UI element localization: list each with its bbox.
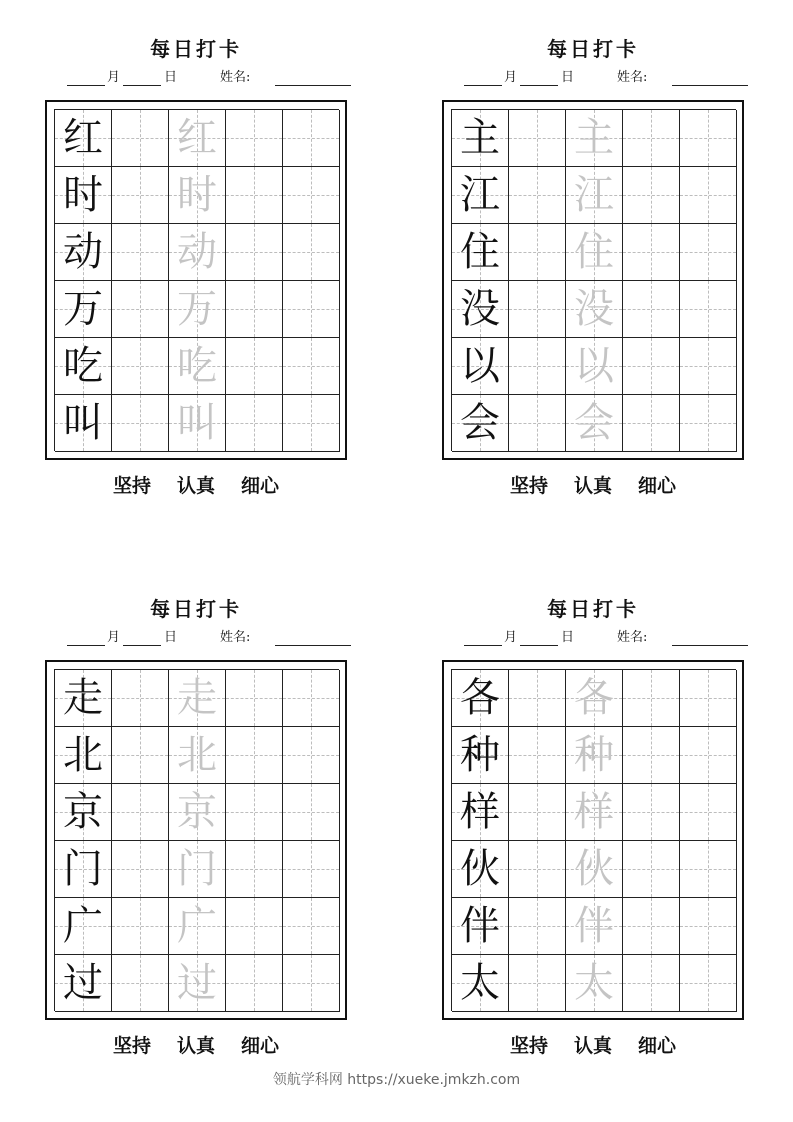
practice-card — [45, 36, 365, 506]
motto — [45, 474, 347, 498]
grid-cell[interactable] — [509, 281, 566, 338]
grid-cell[interactable] — [226, 727, 283, 784]
grid-cell[interactable] — [509, 841, 566, 898]
model-character: 没 — [460, 286, 500, 332]
model-character: 会 — [460, 400, 500, 446]
practice-frame — [45, 100, 347, 460]
month-blank[interactable] — [67, 85, 105, 86]
name-blank[interactable] — [672, 85, 748, 86]
grid-cell[interactable] — [283, 784, 340, 841]
footer-watermark: 领航学科网 https://xueke.jmkzh.com — [272, 1072, 521, 1088]
motto-word: 细心 — [241, 475, 280, 497]
name-blank[interactable] — [275, 645, 351, 646]
grid-cell[interactable] — [226, 338, 283, 395]
grid-cell[interactable] — [169, 898, 226, 955]
grid-cell[interactable] — [112, 224, 169, 281]
model-character: 走 — [63, 675, 103, 721]
grid-cell[interactable] — [55, 224, 112, 281]
grid-cell[interactable] — [55, 395, 112, 452]
motto — [442, 1034, 744, 1058]
motto-word: 细心 — [241, 1035, 280, 1057]
grid-cell[interactable] — [680, 167, 737, 224]
grid-cell[interactable] — [112, 395, 169, 452]
trace-character: 没 — [574, 286, 614, 332]
month-label: 月 — [504, 70, 518, 85]
trace-character: 种 — [574, 732, 614, 778]
grid-cell[interactable] — [169, 110, 226, 167]
model-character: 红 — [63, 115, 103, 161]
grid-cell[interactable] — [452, 898, 509, 955]
grid-cell[interactable] — [680, 784, 737, 841]
card-title: 每日打卡 — [547, 37, 639, 61]
trace-character: 叫 — [177, 400, 217, 446]
name-blank[interactable] — [275, 85, 351, 86]
grid-cell[interactable] — [509, 338, 566, 395]
trace-character: 以 — [574, 343, 614, 389]
model-character: 主 — [460, 115, 500, 161]
model-character: 广 — [63, 903, 103, 949]
grid-cell[interactable] — [226, 395, 283, 452]
day-label: 日 — [164, 630, 178, 645]
grid-cell[interactable] — [112, 167, 169, 224]
grid-cell[interactable] — [509, 898, 566, 955]
month-blank[interactable] — [67, 645, 105, 646]
grid-cell[interactable] — [283, 281, 340, 338]
model-character: 过 — [63, 960, 103, 1006]
grid-cell[interactable] — [566, 955, 623, 1012]
month-label: 月 — [107, 70, 121, 85]
grid-cell[interactable] — [566, 224, 623, 281]
tianzige-grid — [54, 669, 339, 1011]
model-character: 伴 — [460, 903, 500, 949]
grid-cell[interactable] — [169, 784, 226, 841]
model-character: 京 — [63, 789, 103, 835]
date-name-line — [462, 628, 752, 648]
grid-cell[interactable] — [112, 898, 169, 955]
grid-cell[interactable] — [623, 338, 680, 395]
grid-cell[interactable] — [623, 727, 680, 784]
grid-cell[interactable] — [680, 670, 737, 727]
trace-character: 会 — [574, 400, 614, 446]
motto-word: 坚持 — [509, 1035, 548, 1057]
grid-cell[interactable] — [623, 841, 680, 898]
grid-cell[interactable] — [283, 224, 340, 281]
date-name-line — [65, 628, 355, 648]
model-character: 时 — [63, 172, 103, 218]
grid-cell[interactable] — [283, 670, 340, 727]
grid-cell[interactable] — [452, 110, 509, 167]
grid-cell[interactable] — [623, 955, 680, 1012]
grid-cell[interactable] — [112, 955, 169, 1012]
trace-character: 吃 — [177, 343, 217, 389]
trace-character: 各 — [574, 675, 614, 721]
model-character: 吃 — [63, 343, 103, 389]
grid-cell[interactable] — [55, 338, 112, 395]
motto — [442, 474, 744, 498]
trace-character: 过 — [177, 960, 217, 1006]
month-label: 月 — [504, 630, 518, 645]
trace-character: 北 — [177, 732, 217, 778]
grid-cell[interactable] — [283, 338, 340, 395]
grid-cell[interactable] — [226, 670, 283, 727]
grid-cell[interactable] — [452, 955, 509, 1012]
trace-character: 京 — [177, 789, 217, 835]
grid-cell[interactable] — [566, 727, 623, 784]
model-character: 江 — [460, 172, 500, 218]
motto-word: 认真 — [573, 1035, 612, 1057]
grid-cell[interactable] — [623, 395, 680, 452]
grid-cell[interactable] — [452, 281, 509, 338]
grid-cell[interactable] — [623, 281, 680, 338]
grid-cell[interactable] — [283, 955, 340, 1012]
grid-cell[interactable] — [566, 784, 623, 841]
grid-cell[interactable] — [226, 281, 283, 338]
date-name-line — [65, 68, 355, 88]
practice-card — [442, 596, 762, 1066]
model-character: 太 — [460, 960, 500, 1006]
card-title: 每日打卡 — [150, 37, 242, 61]
model-character: 伙 — [460, 846, 500, 892]
grid-cell[interactable] — [169, 841, 226, 898]
grid-cell[interactable] — [509, 110, 566, 167]
day-blank[interactable] — [123, 645, 161, 646]
grid-cell[interactable] — [55, 841, 112, 898]
trace-character: 广 — [177, 903, 217, 949]
grid-cell[interactable] — [680, 395, 737, 452]
grid-cell[interactable] — [112, 841, 169, 898]
grid-cell[interactable] — [452, 224, 509, 281]
grid-cell[interactable] — [112, 784, 169, 841]
grid-cell[interactable] — [169, 281, 226, 338]
grid-cell[interactable] — [55, 281, 112, 338]
model-character: 北 — [63, 732, 103, 778]
grid-cell[interactable] — [283, 167, 340, 224]
grid-cell[interactable] — [112, 338, 169, 395]
model-character: 万 — [63, 286, 103, 332]
grid-cell[interactable] — [55, 784, 112, 841]
grid-cell[interactable] — [680, 338, 737, 395]
grid-cell[interactable] — [566, 338, 623, 395]
grid-cell[interactable] — [55, 898, 112, 955]
motto-word: 细心 — [638, 475, 677, 497]
grid-cell[interactable] — [623, 898, 680, 955]
name-label: 姓名: — [220, 630, 251, 645]
grid-cell[interactable] — [226, 167, 283, 224]
grid-cell[interactable] — [452, 167, 509, 224]
trace-character: 样 — [574, 789, 614, 835]
trace-character: 动 — [177, 229, 217, 275]
practice-frame — [45, 660, 347, 1020]
grid-cell[interactable] — [623, 167, 680, 224]
tianzige-grid — [451, 109, 736, 451]
trace-character: 江 — [574, 172, 614, 218]
model-character: 住 — [460, 229, 500, 275]
day-blank[interactable] — [123, 85, 161, 86]
grid-cell[interactable] — [623, 110, 680, 167]
day-label: 日 — [561, 630, 575, 645]
trace-character: 红 — [177, 115, 217, 161]
day-label: 日 — [164, 70, 178, 85]
practice-card — [442, 36, 762, 506]
grid-cell[interactable] — [566, 167, 623, 224]
grid-cell[interactable] — [283, 727, 340, 784]
grid-cell[interactable] — [112, 670, 169, 727]
grid-cell[interactable] — [680, 110, 737, 167]
grid-cell[interactable] — [509, 784, 566, 841]
model-character: 种 — [460, 732, 500, 778]
card-title: 每日打卡 — [150, 597, 242, 621]
trace-character: 走 — [177, 675, 217, 721]
grid-cell[interactable] — [680, 898, 737, 955]
grid-cell[interactable] — [509, 670, 566, 727]
name-label: 姓名: — [220, 70, 251, 85]
grid-cell[interactable] — [452, 395, 509, 452]
grid-cell[interactable] — [226, 898, 283, 955]
grid-cell[interactable] — [623, 224, 680, 281]
trace-character: 伴 — [574, 903, 614, 949]
model-character: 样 — [460, 789, 500, 835]
grid-cell[interactable] — [452, 338, 509, 395]
grid-cell[interactable] — [283, 841, 340, 898]
grid-cell[interactable] — [169, 727, 226, 784]
grid-cell[interactable] — [112, 727, 169, 784]
motto-word: 认真 — [176, 475, 215, 497]
grid-cell[interactable] — [283, 395, 340, 452]
grid-cell[interactable] — [452, 670, 509, 727]
grid-cell[interactable] — [509, 167, 566, 224]
grid-cell[interactable] — [680, 841, 737, 898]
motto-word: 细心 — [638, 1035, 677, 1057]
trace-character: 万 — [177, 286, 217, 332]
grid-cell[interactable] — [55, 955, 112, 1012]
model-character: 动 — [63, 229, 103, 275]
grid-cell[interactable] — [169, 224, 226, 281]
motto — [45, 1034, 347, 1058]
date-name-line — [462, 68, 752, 88]
grid-cell[interactable] — [55, 167, 112, 224]
day-label: 日 — [561, 70, 575, 85]
grid-cell[interactable] — [226, 955, 283, 1012]
tianzige-grid — [54, 109, 339, 451]
name-label: 姓名: — [617, 630, 648, 645]
grid-cell[interactable] — [226, 841, 283, 898]
grid-cell[interactable] — [226, 224, 283, 281]
grid-cell[interactable] — [566, 110, 623, 167]
trace-character: 主 — [574, 115, 614, 161]
grid-cell[interactable] — [509, 955, 566, 1012]
grid-cell[interactable] — [55, 110, 112, 167]
grid-cell[interactable] — [566, 898, 623, 955]
model-character: 门 — [63, 846, 103, 892]
motto-word: 坚持 — [112, 475, 151, 497]
grid-cell[interactable] — [112, 110, 169, 167]
grid-cell[interactable] — [680, 727, 737, 784]
grid-cell[interactable] — [169, 395, 226, 452]
grid-cell[interactable] — [623, 670, 680, 727]
name-label: 姓名: — [617, 70, 648, 85]
grid-cell[interactable] — [169, 955, 226, 1012]
grid-cell[interactable] — [169, 670, 226, 727]
trace-character: 住 — [574, 229, 614, 275]
grid-cell[interactable] — [226, 110, 283, 167]
grid-cell[interactable] — [509, 727, 566, 784]
grid-cell[interactable] — [680, 224, 737, 281]
grid-cell[interactable] — [452, 727, 509, 784]
day-blank[interactable] — [520, 85, 558, 86]
model-character: 以 — [460, 343, 500, 389]
grid-cell[interactable] — [169, 167, 226, 224]
grid-cell[interactable] — [112, 281, 169, 338]
practice-card — [45, 596, 365, 1066]
motto-word: 坚持 — [509, 475, 548, 497]
grid-cell[interactable] — [509, 395, 566, 452]
grid-cell[interactable] — [452, 841, 509, 898]
grid-cell[interactable] — [623, 784, 680, 841]
grid-cell[interactable] — [283, 898, 340, 955]
grid-cell[interactable] — [566, 670, 623, 727]
practice-frame — [442, 100, 744, 460]
grid-cell[interactable] — [226, 784, 283, 841]
month-blank[interactable] — [464, 85, 502, 86]
trace-character: 太 — [574, 960, 614, 1006]
trace-character: 时 — [177, 172, 217, 218]
month-blank[interactable] — [464, 645, 502, 646]
trace-character: 伙 — [574, 846, 614, 892]
grid-cell[interactable] — [452, 784, 509, 841]
motto-word: 坚持 — [112, 1035, 151, 1057]
grid-cell[interactable] — [566, 841, 623, 898]
model-character: 各 — [460, 675, 500, 721]
model-character: 叫 — [63, 400, 103, 446]
grid-cell[interactable] — [283, 110, 340, 167]
grid-cell[interactable] — [680, 281, 737, 338]
grid-cell[interactable] — [566, 395, 623, 452]
tianzige-grid — [451, 669, 736, 1011]
card-title: 每日打卡 — [547, 597, 639, 621]
name-blank[interactable] — [672, 645, 748, 646]
grid-cell[interactable] — [680, 955, 737, 1012]
grid-cell[interactable] — [509, 224, 566, 281]
grid-cell[interactable] — [566, 281, 623, 338]
practice-frame — [442, 660, 744, 1020]
grid-cell[interactable] — [55, 727, 112, 784]
day-blank[interactable] — [520, 645, 558, 646]
motto-word: 认真 — [176, 1035, 215, 1057]
trace-character: 门 — [177, 846, 217, 892]
motto-word: 认真 — [573, 475, 612, 497]
grid-cell[interactable] — [55, 670, 112, 727]
grid-cell[interactable] — [169, 338, 226, 395]
month-label: 月 — [107, 630, 121, 645]
